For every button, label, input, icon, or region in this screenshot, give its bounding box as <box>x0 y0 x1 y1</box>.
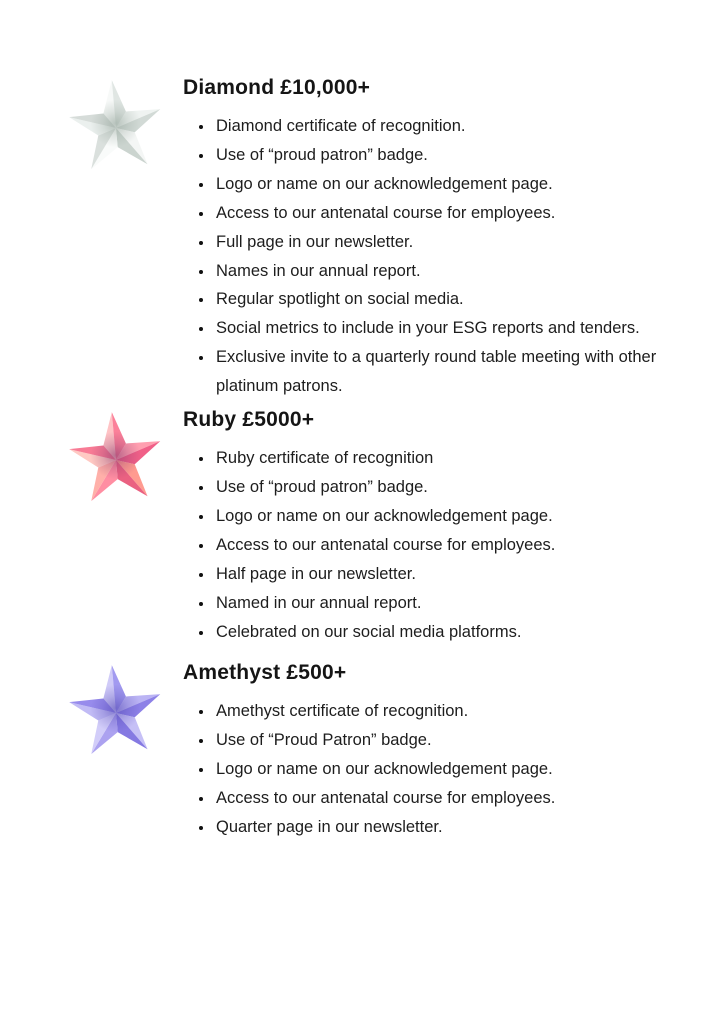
benefit-item: • Social metrics to include in your ESG reports and tenders. <box>214 314 714 343</box>
benefit-item: • Access to our antenatal course for employees. <box>214 784 714 813</box>
benefit-item: • Use of “Proud Patron” badge. <box>214 726 714 755</box>
tier-benefits-list-diamond <box>183 112 714 401</box>
benefit-item: • Exclusive invite to a quarterly round table meeting with other platinum patrons. <box>214 343 714 401</box>
ruby-star-icon <box>66 409 166 509</box>
tier-content <box>183 660 724 842</box>
diamond-star-icon <box>66 77 166 177</box>
benefit-item: • Ruby certificate of recognition <box>214 444 714 473</box>
benefit-item: • Logo or name on our acknowledgement page. <box>214 170 714 199</box>
tier-title-amethyst: Amethyst £500+ <box>183 661 347 685</box>
benefit-item: • Names in our annual report. <box>214 257 714 286</box>
benefit-item: • Diamond certificate of recognition. <box>214 112 714 141</box>
benefit-item: • Half page in our newsletter. <box>214 560 714 589</box>
amethyst-star-icon <box>66 662 166 762</box>
amethyst-star <box>0 662 183 762</box>
benefit-item: • Access to our antenatal course for employees. <box>214 531 714 560</box>
benefit-item: • Amethyst certificate of recognition. <box>214 697 714 726</box>
tier-benefits-list-ruby <box>183 444 714 646</box>
tier-content <box>183 407 724 646</box>
benefit-item: • Regular spotlight on social media. <box>214 285 714 314</box>
benefit-item: • Named in our annual report. <box>214 589 714 618</box>
benefit-item: • Access to our antenatal course for employees. <box>214 199 714 228</box>
tier-title-diamond: Diamond £10,000+ <box>183 76 371 99</box>
tier-title-ruby: Ruby £5000+ <box>183 408 315 432</box>
benefit-item: • Celebrated on our social media platforms. <box>214 618 714 647</box>
benefit-item: • Logo or name on our acknowledgement page. <box>214 755 714 784</box>
tier-content <box>183 75 724 401</box>
benefit-item: • Logo or name on our acknowledgement page. <box>214 502 714 531</box>
benefit-item: • Full page in our newsletter. <box>214 228 714 257</box>
tier-section-amethyst <box>0 660 724 842</box>
ruby-star <box>0 409 183 509</box>
benefit-item: • Use of “proud patron” badge. <box>214 141 714 170</box>
benefit-item: • Use of “proud patron” badge. <box>214 473 714 502</box>
benefit-item: • Quarter page in our newsletter. <box>214 813 714 842</box>
tier-benefits-list-amethyst <box>183 697 714 842</box>
tier-section-diamond <box>0 75 724 401</box>
tier-section-ruby <box>0 407 724 646</box>
diamond-star <box>0 77 183 177</box>
